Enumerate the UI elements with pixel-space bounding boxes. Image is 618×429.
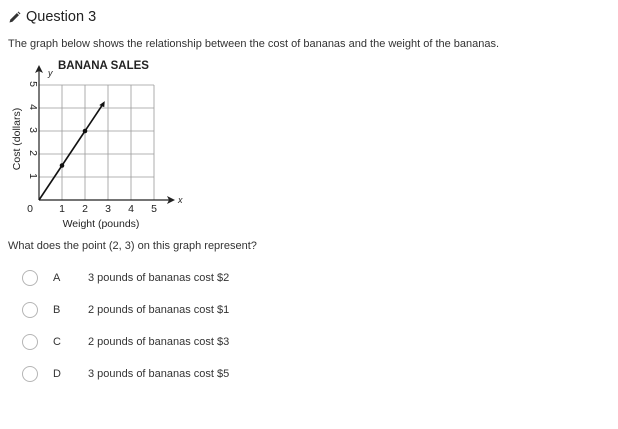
option-d[interactable] [22,363,322,385]
chart-tick-labels [27,81,157,215]
option-text: 3 pounds of bananas cost $5 [88,368,230,380]
y-tick-label: 1 [27,173,40,179]
y-axis-label: Cost (dollars) [11,107,23,171]
option-letter: C [53,336,61,348]
y-tick-label: 2 [27,150,40,156]
x-tick-label: 5 [151,203,157,215]
series-line [39,105,102,200]
option-letter: B [53,304,61,316]
option-c[interactable] [22,331,322,353]
x-tick-label: 1 [59,203,65,215]
x-tick-label: 2 [82,203,88,215]
banana-sales-chart [6,54,196,234]
radio-button[interactable] [22,334,38,350]
y-axis-letter: y [48,68,53,78]
option-a[interactable] [22,267,322,289]
option-letter: A [53,272,61,284]
x-axis-label: Weight (pounds) [62,218,140,230]
data-point [83,129,88,134]
option-text: 2 pounds of bananas cost $3 [88,336,230,348]
question-title: Question 3 [26,9,97,25]
y-tick-label: 4 [27,104,40,110]
x-axis-letter: x [178,195,183,205]
option-text: 3 pounds of bananas cost $2 [88,272,230,284]
series-arrowhead [99,101,105,107]
x-tick-label: 3 [105,203,111,215]
option-text: 2 pounds of bananas cost $1 [88,304,230,316]
origin-label: 0 [27,203,33,215]
radio-button[interactable] [22,366,38,382]
pencil-icon [8,11,21,24]
question-header [8,9,96,25]
chart-series [39,101,105,200]
question-prompt: The graph below shows the relationship between the cost of bananas and the weight of the bananas. [8,38,500,50]
y-tick-label: 5 [27,81,40,87]
data-point [60,163,65,168]
question-ask: What does the point (2, 3) on this graph represent? [8,240,257,252]
chart-title: BANANA SALES [58,60,149,72]
radio-button[interactable] [22,302,38,318]
option-b[interactable] [22,299,322,321]
option-letter: D [53,368,61,380]
radio-button[interactable] [22,270,38,286]
chart-grid [39,85,154,200]
y-tick-label: 3 [27,127,40,133]
x-tick-label: 4 [128,203,134,215]
